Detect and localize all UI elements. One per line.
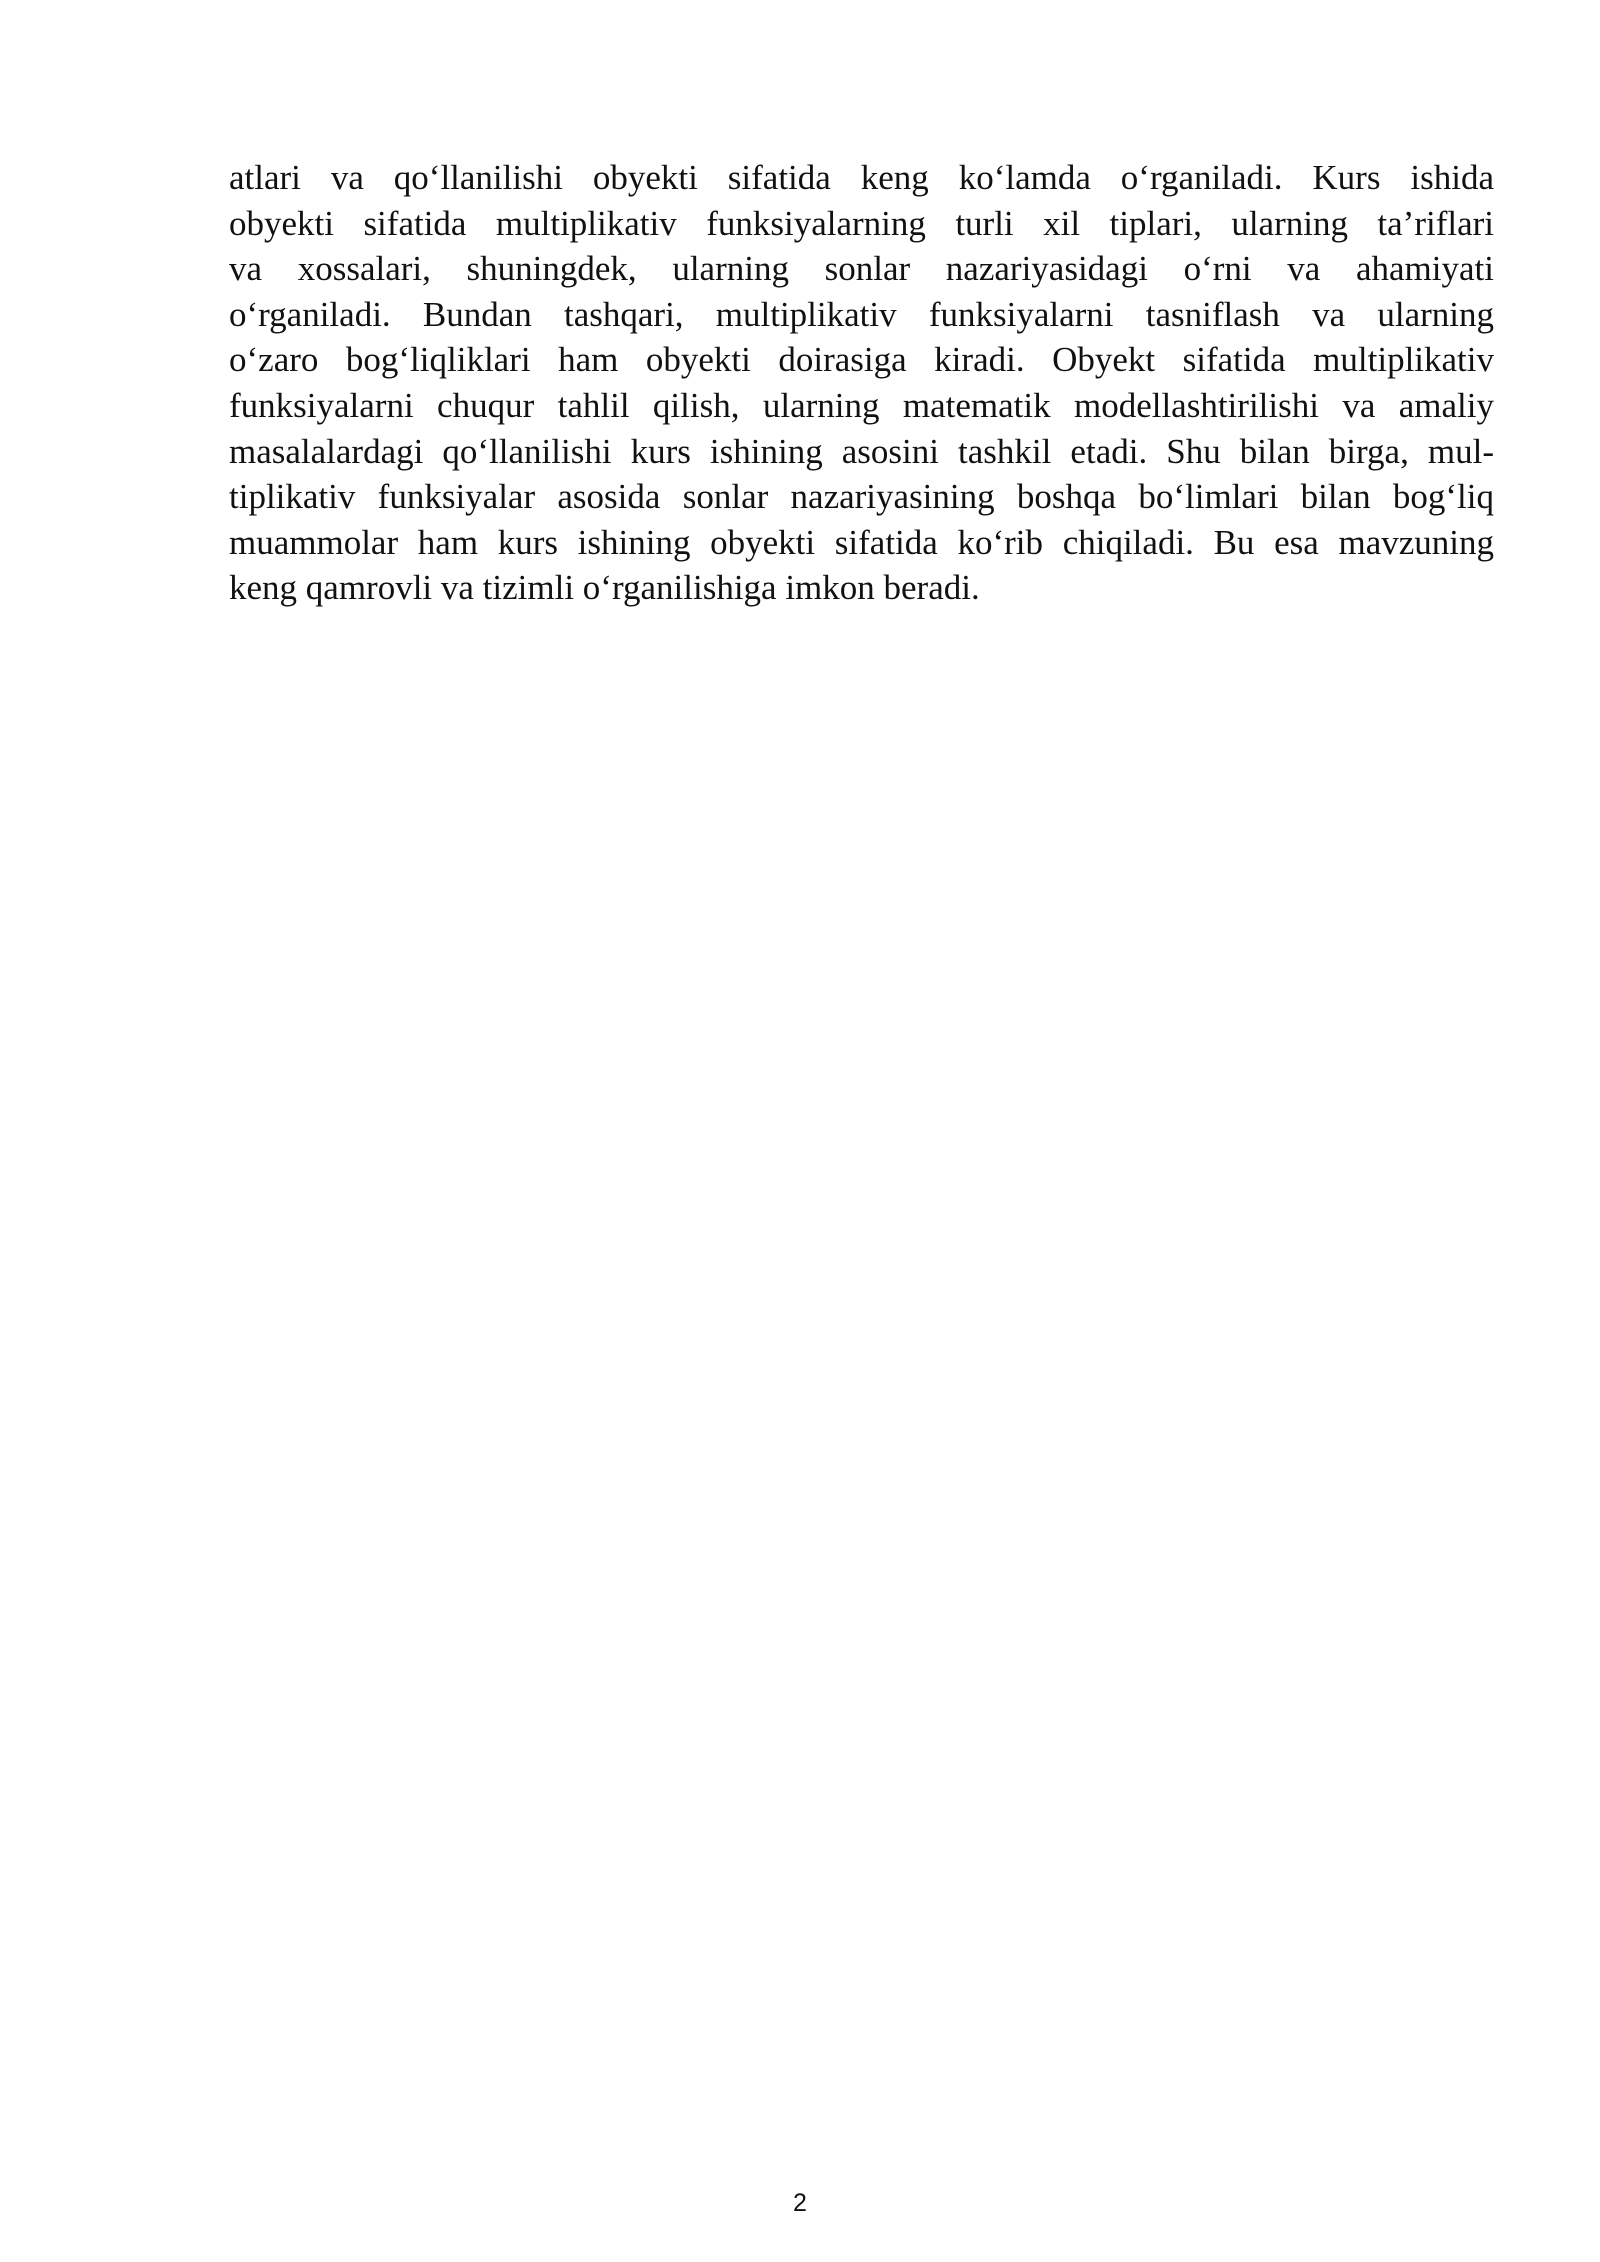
paragraph-line-6: funksiyalarni chuqur tahlil qilish, ularning matematik modellashtirilishi va amaliy (229, 385, 1494, 425)
paragraph-line-8: tiplikativ funksiyalar asosida sonlar nazariyasining boshqa bo‘limlari bilan bog‘liq (229, 477, 1494, 517)
paragraph-line-4: o‘rganiladi. Bundan tashqari, multiplikativ funksiyalarni tasniflash va ularning (229, 294, 1494, 334)
paragraph-line-10: keng qamrovli va tizimli o‘rganilishiga imkon beradi. (229, 568, 980, 608)
paragraph-line-1: atlari va qo‘llanilishi obyekti sifatida keng ko‘lamda o‘rganiladi. Kurs ishida (229, 158, 1494, 197)
paragraph-line-9: muammolar ham kurs ishining obyekti sifatida ko‘rib chiqiladi. Bu esa mavzuning (229, 522, 1494, 562)
paragraph-line-7: masalalardagi qo‘llanilishi kurs ishining asosini tashkil etadi. Shu bilan birga, mul- (229, 431, 1494, 471)
paragraph-line-3: va xossalari, shuningdek, ularning sonlar nazariyasidagi o‘rni va ahamiyati (229, 249, 1494, 289)
paragraph-line-5: o‘zaro bog‘liqliklari ham obyekti doirasiga kiradi. Obyekt sifatida multiplikativ (229, 340, 1494, 380)
page-number: 2 (793, 2189, 807, 2217)
body-paragraph (229, 155, 1494, 611)
paragraph-line-2: obyekti sifatida multiplikativ funksiyalarning turli xil tiplari, ularning ta’riflari (229, 203, 1494, 243)
